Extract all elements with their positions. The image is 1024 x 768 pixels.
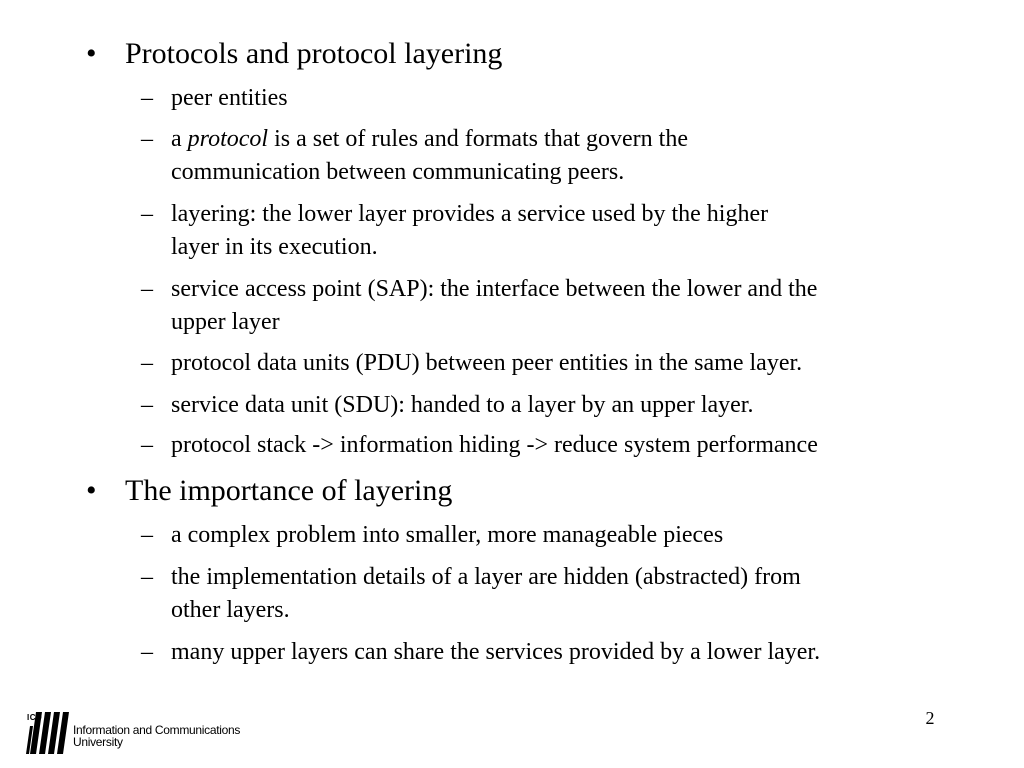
dash-marker: – (141, 85, 153, 111)
sub-item-line: protocol stack -> information hiding -> reduce system performance (171, 432, 818, 458)
sub-item-line: a protocol is a set of rules and formats that govern the (171, 126, 688, 152)
sub-item-line: many upper layers can share the services provided by a lower layer. (171, 639, 821, 665)
bullet-heading: Protocols and protocol layering (125, 37, 503, 70)
sub-item-line: other layers. (171, 597, 290, 623)
sub-item-line: communication between communicating peers. (171, 159, 625, 185)
sub-item-line: protocol data units (PDU) between peer entities in the same layer. (171, 350, 803, 376)
sub-item-line: the implementation details of a layer are hidden (abstracted) from (171, 564, 801, 590)
dash-marker: – (141, 350, 153, 376)
sub-item-line: service data unit (SDU): handed to a layer by an upper layer. (171, 392, 754, 418)
sub-item-line: service access point (SAP): the interface between the lower and the (171, 276, 818, 302)
dash-marker: – (141, 639, 153, 665)
dash-marker: – (141, 392, 153, 418)
icu-logo-mark (26, 712, 70, 754)
page-number: 2 (925, 708, 935, 728)
bullet-heading: The importance of layering (125, 474, 453, 507)
dash-marker: – (141, 564, 153, 590)
dash-marker: – (141, 276, 153, 302)
sub-item-line: layer in its execution. (171, 234, 378, 260)
dash-marker: – (141, 522, 153, 548)
dash-marker: – (141, 201, 153, 227)
sub-item-line: a complex problem into smaller, more manageable pieces (171, 522, 724, 548)
university-logo (26, 712, 286, 754)
bullet-marker: • (86, 474, 97, 507)
dash-marker: – (141, 126, 153, 152)
logo-name: Information and Communications University (73, 723, 241, 749)
sub-item-line: peer entities (171, 85, 288, 111)
sub-item-line: layering: the lower layer provides a service used by the higher (171, 201, 769, 227)
emphasis-protocol: protocol (187, 126, 269, 152)
sub-item-line: upper layer (171, 309, 280, 335)
bullet-marker: • (86, 37, 97, 70)
logo-abbr: ICU (27, 713, 43, 722)
dash-marker: – (141, 432, 153, 458)
